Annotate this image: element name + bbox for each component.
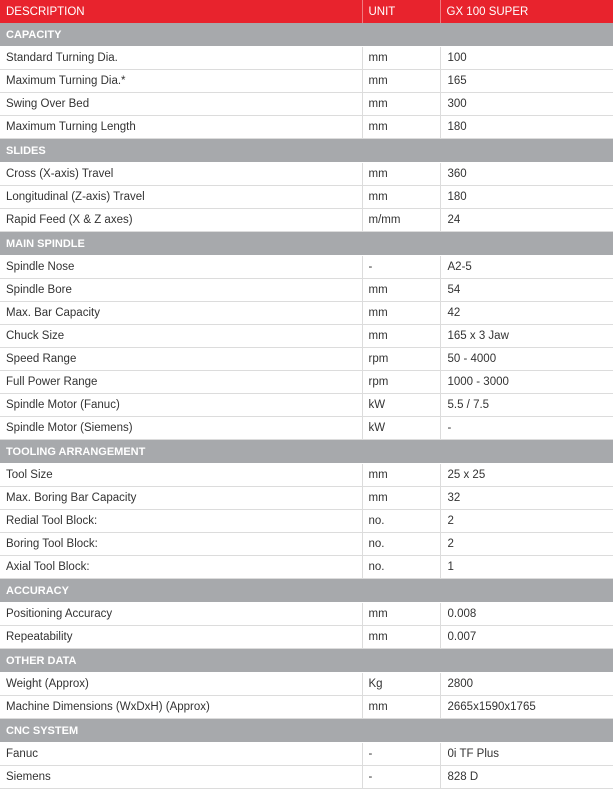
spec-unit: no. [362, 533, 440, 556]
spec-description: Swing Over Bed [0, 93, 362, 116]
spec-value: 24 [440, 209, 613, 232]
spec-description: Standard Turning Dia. [0, 47, 362, 70]
spec-value: 2 [440, 510, 613, 533]
spec-unit: m/mm [362, 209, 440, 232]
spec-description: Boring Tool Block: [0, 533, 362, 556]
table-row [0, 93, 613, 116]
table-row [0, 186, 613, 209]
table-row [0, 626, 613, 649]
spec-value: 50 - 4000 [440, 348, 613, 371]
spec-unit: - [362, 256, 440, 279]
spec-value: 2 [440, 533, 613, 556]
spec-unit: mm [362, 464, 440, 487]
spec-value: 165 x 3 Jaw [440, 325, 613, 348]
table-row [0, 348, 613, 371]
spec-value: 2665x1590x1765 [440, 696, 613, 719]
spec-value: 0i TF Plus [440, 743, 613, 766]
spec-value: 100 [440, 47, 613, 70]
table-row [0, 673, 613, 696]
section-title: SLIDES [0, 139, 613, 163]
spec-description: Chuck Size [0, 325, 362, 348]
table-row [0, 394, 613, 417]
spec-description: Spindle Motor (Fanuc) [0, 394, 362, 417]
spec-description: Tool Size [0, 464, 362, 487]
table-row [0, 510, 613, 533]
spec-value: 0.007 [440, 626, 613, 649]
table-row [0, 487, 613, 510]
spec-value: 828 D [440, 766, 613, 789]
section-title: CAPACITY [0, 23, 613, 47]
table-row [0, 766, 613, 789]
spec-value: 165 [440, 70, 613, 93]
section-row [0, 579, 613, 603]
spec-unit: mm [362, 302, 440, 325]
spec-unit: - [362, 766, 440, 789]
spec-value: A2-5 [440, 256, 613, 279]
spec-description: Full Power Range [0, 371, 362, 394]
spec-description: Longitudinal (Z-axis) Travel [0, 186, 362, 209]
spec-description: Spindle Motor (Siemens) [0, 417, 362, 440]
spec-value: 180 [440, 186, 613, 209]
spec-unit: mm [362, 603, 440, 626]
spec-value: 0.008 [440, 603, 613, 626]
section-row [0, 139, 613, 163]
section-row [0, 23, 613, 47]
table-row [0, 279, 613, 302]
table-row [0, 163, 613, 186]
section-title: CNC SYSTEM [0, 719, 613, 743]
table-row [0, 603, 613, 626]
spec-unit: - [362, 743, 440, 766]
spec-unit: Kg [362, 673, 440, 696]
spec-value: 180 [440, 116, 613, 139]
table-row [0, 256, 613, 279]
spec-unit: kW [362, 417, 440, 440]
spec-description: Weight (Approx) [0, 673, 362, 696]
table-row [0, 325, 613, 348]
section-title: ACCURACY [0, 579, 613, 603]
table-body [0, 23, 613, 789]
section-row [0, 649, 613, 673]
spec-unit: mm [362, 186, 440, 209]
spec-unit: mm [362, 279, 440, 302]
section-row [0, 719, 613, 743]
spec-unit: rpm [362, 371, 440, 394]
table-row [0, 209, 613, 232]
section-row [0, 232, 613, 256]
spec-description: Repeatability [0, 626, 362, 649]
section-title: MAIN SPINDLE [0, 232, 613, 256]
table-row [0, 47, 613, 70]
section-row [0, 440, 613, 464]
table-row [0, 70, 613, 93]
section-title: OTHER DATA [0, 649, 613, 673]
spec-unit: rpm [362, 348, 440, 371]
spec-description: Cross (X-axis) Travel [0, 163, 362, 186]
spec-description: Maximum Turning Length [0, 116, 362, 139]
spec-description: Spindle Bore [0, 279, 362, 302]
table-row [0, 556, 613, 579]
spec-description: Fanuc [0, 743, 362, 766]
spec-description: Max. Bar Capacity [0, 302, 362, 325]
spec-value: 300 [440, 93, 613, 116]
spec-value: 25 x 25 [440, 464, 613, 487]
spec-unit: mm [362, 696, 440, 719]
spec-description: Spindle Nose [0, 256, 362, 279]
spec-description: Rapid Feed (X & Z axes) [0, 209, 362, 232]
header-row [0, 0, 613, 23]
spec-unit: mm [362, 325, 440, 348]
table-row [0, 417, 613, 440]
section-title: TOOLING ARRANGEMENT [0, 440, 613, 464]
spec-value: 32 [440, 487, 613, 510]
spec-description: Positioning Accuracy [0, 603, 362, 626]
spec-value: 1 [440, 556, 613, 579]
table-row [0, 116, 613, 139]
spec-unit: kW [362, 394, 440, 417]
spec-value: 360 [440, 163, 613, 186]
spec-value: 2800 [440, 673, 613, 696]
spec-description: Maximum Turning Dia.* [0, 70, 362, 93]
spec-unit: mm [362, 487, 440, 510]
spec-unit: mm [362, 163, 440, 186]
table-row [0, 302, 613, 325]
header-model: GX 100 SUPER [440, 0, 613, 23]
spec-value: 54 [440, 279, 613, 302]
table-row [0, 371, 613, 394]
spec-value: 1000 - 3000 [440, 371, 613, 394]
spec-unit: mm [362, 116, 440, 139]
header-unit: UNIT [362, 0, 440, 23]
spec-description: Max. Boring Bar Capacity [0, 487, 362, 510]
spec-unit: mm [362, 626, 440, 649]
table-row [0, 464, 613, 487]
spec-unit: mm [362, 47, 440, 70]
spec-unit: mm [362, 70, 440, 93]
spec-unit: no. [362, 556, 440, 579]
header-description: DESCRIPTION [0, 0, 362, 23]
table-row [0, 533, 613, 556]
spec-description: Siemens [0, 766, 362, 789]
spec-value: 42 [440, 302, 613, 325]
spec-description: Axial Tool Block: [0, 556, 362, 579]
spec-unit: mm [362, 93, 440, 116]
spec-value: 5.5 / 7.5 [440, 394, 613, 417]
table-row [0, 696, 613, 719]
table-header [0, 0, 613, 23]
spec-value: - [440, 417, 613, 440]
spec-unit: no. [362, 510, 440, 533]
table-row [0, 743, 613, 766]
spec-description: Speed Range [0, 348, 362, 371]
spec-description: Redial Tool Block: [0, 510, 362, 533]
spec-description: Machine Dimensions (WxDxH) (Approx) [0, 696, 362, 719]
